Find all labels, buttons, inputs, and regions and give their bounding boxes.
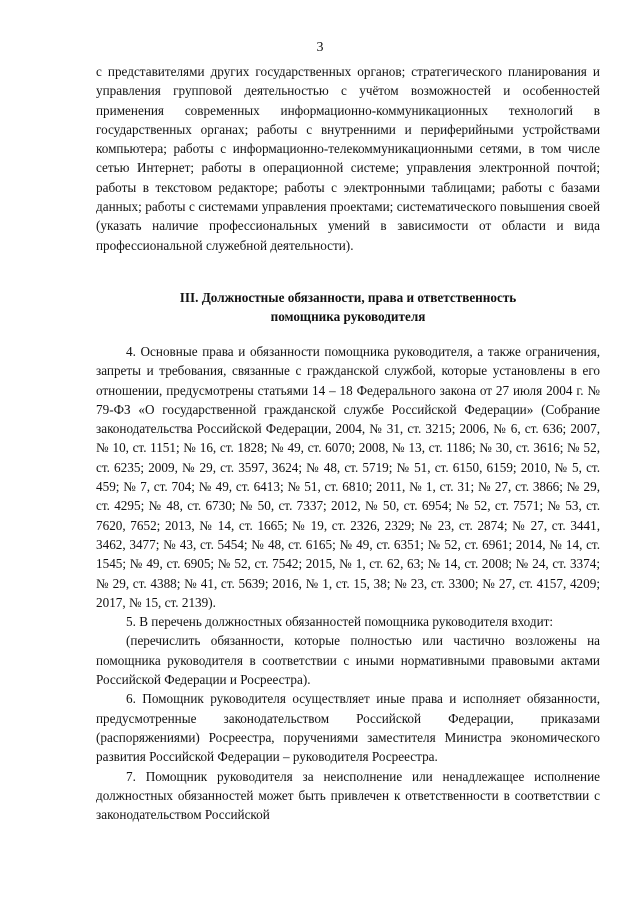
paragraph-7: 7. Помощник руководителя за неисполнение или ненадлежащее исполнение должностных обязанностей может быть привлечен к ответственности в соответствии с законодательством Российской	[96, 768, 600, 823]
body-block	[96, 342, 600, 824]
paragraph-6: 6. Помощник руководителя осуществляет иные права и исполняет обязанности, предусмотренные законодательством Российской Федерации, приказами (распоряжениями) Росреестра, поручениями заместителя Министра экономического развития Российской Федерации – руководителя Росреестра.	[96, 691, 600, 765]
section-heading-line2: помощника руководителя	[270, 309, 426, 324]
section-heading-line1: III. Должностные обязанности, права и ответственность	[179, 290, 517, 305]
paragraph-4: 4. Основные права и обязанности помощника руководителя, а также ограничения, запреты и требования, связанные с гражданской службой, которые установлены в его отношении, предусмотрены статьями 14 – 18 Федерального закона от 27 июля 2004 г. № 79-ФЗ «О государственной гражданской службе Российской Федерации» (Собрание законодательства Российской Федерации, 2004, № 31, ст. 3215; 2006, № 6, ст. 636; 2007, № 10, ст. 1151; № 16, ст. 1828; № 49, ст. 6070; 2008, № 13, ст. 1186; № 30, ст. 3616; № 52, ст. 6235; 2009, № 29, ст. 3597, 3624; № 48, ст. 5719; № 51, ст. 6150, 6159; 2010, № 5, ст. 459; № 7, ст. 704; № 49, ст. 6413; № 51, ст. 6810; 2011, № 1, ст. 31; № 27, ст. 3866; № 29, ст. 4295; № 48, ст. 6730; № 50, ст. 7337; 2012, № 50, ст. 6954; № 52, ст. 7571; № 53, ст. 7620, 7652; 2013, № 14, ст. 1665; № 19, ст. 2326, 2329; № 23, ст. 2874; № 27, ст. 3441, 3462, 3477; № 43, ст. 5454; № 48, ст. 6165; № 49, ст. 6351; № 52, ст. 6961; 2014, № 14, ст. 1545; № 49, ст. 6905; № 52, ст. 7542; 2015, № 1, ст. 62, 63; № 14, ст. 2008; № 24, ст. 3374; № 29, ст. 4388; № 41, ст. 5639; 2016, № 1, ст. 15, 38; № 23, ст. 3300; № 27, ст. 4157, 4209; 2017, № 15, ст. 2139).	[96, 344, 600, 610]
section-heading	[96, 288, 600, 326]
paragraph-5-list: (перечислить обязанности, которые полностью или частично возложены на помощника руководителя в соответствии с иными нормативными правовыми актами Российской Федерации и Росреестра).	[96, 633, 600, 688]
intro-block	[96, 62, 600, 255]
paragraph-5: 5. В перечень должностных обязанностей помощника руководителя входит:	[126, 614, 554, 630]
page-number: 3	[316, 40, 324, 55]
intro-paragraph: с представителями других государственных органов; стратегического планирования и управления групповой деятельностью с учётом возможностей и особенностей применения современных информационно-коммуникационных технологий в государственных органах; работы с внутренними и периферийными устройствами компьютера; работы с информационно-телекоммуникационными сетями, в том числе сетью Интернет; работы в операционной системе; управления электронной почтой; работы в текстовом редакторе; работы с электронными таблицами; работы с базами данных; работы с системами управления проектами; систематического повышения своей (указать наличие профессиональных умений в зависимости от области и вида профессиональной служебной деятельности).	[96, 64, 600, 253]
